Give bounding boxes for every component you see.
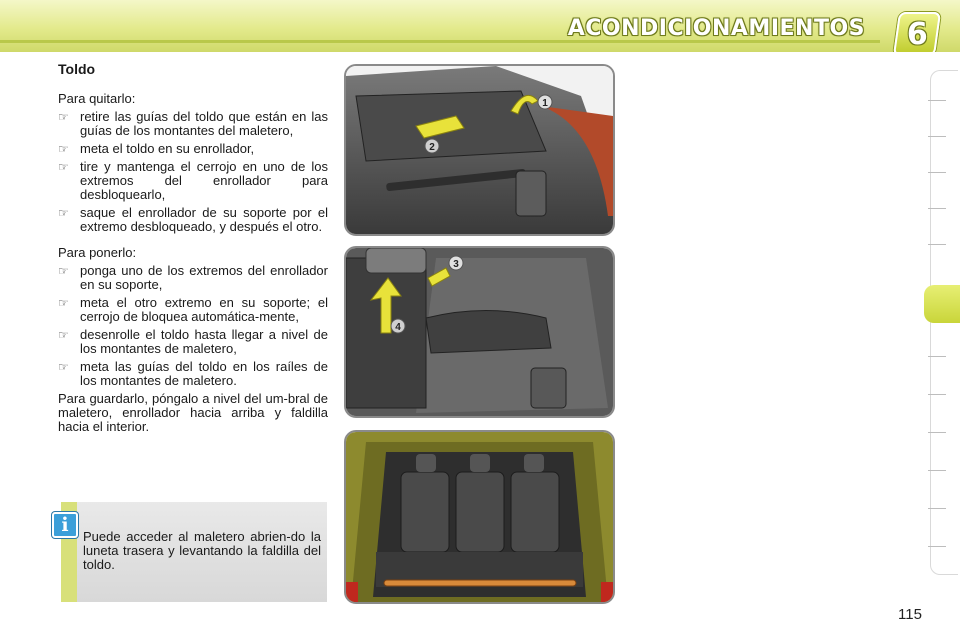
tab-divider — [928, 208, 946, 209]
install-intro: Para ponerlo: — [58, 245, 137, 260]
pointing-hand-icon: ☞ — [58, 360, 69, 374]
pointing-hand-icon: ☞ — [58, 264, 69, 278]
remove-step-text: meta el toldo en su enrollador, — [80, 141, 255, 156]
remove-step — [58, 110, 328, 138]
callout-number: 4 — [395, 322, 401, 333]
text-column — [58, 58, 328, 434]
pointing-hand-icon: ☞ — [58, 296, 69, 310]
tab-divider — [928, 172, 946, 173]
remove-step-text: saque el enrollador de su soporte por el extremo desbloqueado, y después el otro. — [80, 205, 328, 234]
trunk-remove-drawing — [346, 66, 613, 234]
install-step-text: meta las guías del toldo en los raíles de los montantes de maletero. — [80, 359, 328, 388]
install-step-text: ponga uno de los extremos del enrollador en su soporte, — [80, 263, 328, 292]
info-icon: i — [52, 512, 78, 538]
remove-steps-list — [58, 110, 328, 234]
install-steps-list — [58, 264, 328, 388]
install-step-text: meta el otro extremo en su soporte; el cerrojo de bloquea automática-mente, — [80, 295, 328, 324]
illustration-remove-cover — [344, 64, 615, 236]
install-step — [58, 328, 328, 356]
install-step — [58, 264, 328, 292]
callout-number: 2 — [429, 142, 435, 153]
tab-divider — [928, 100, 946, 101]
callout-number: 3 — [453, 259, 459, 270]
active-chapter-tab[interactable] — [924, 285, 960, 323]
section-title: Toldo — [58, 61, 96, 77]
tab-divider — [928, 508, 946, 509]
tab-divider — [928, 244, 946, 245]
pointing-hand-icon: ☞ — [58, 110, 69, 124]
chapter-title: ACONDICIONAMIENTOS — [567, 16, 865, 41]
chapter-header — [0, 0, 960, 52]
callout-number: 1 — [542, 98, 548, 109]
tab-divider — [928, 136, 946, 137]
pointing-hand-icon: ☞ — [58, 328, 69, 342]
pointing-hand-icon: ☞ — [58, 206, 69, 220]
remove-step-text: retire las guías del toldo que están en las guías de los montantes del maletero, — [80, 109, 328, 138]
trunk-install-drawing — [346, 248, 613, 416]
tab-divider — [928, 356, 946, 357]
pointing-hand-icon: ☞ — [58, 160, 69, 174]
illustration-trunk-rear — [344, 430, 615, 604]
trunk-rear-drawing — [346, 432, 613, 602]
chapter-number: 6 — [906, 16, 928, 52]
tab-divider — [928, 394, 946, 395]
tab-divider — [928, 546, 946, 547]
remove-intro: Para quitarlo: — [58, 91, 136, 106]
remove-step — [58, 142, 328, 156]
tab-divider — [928, 470, 946, 471]
remove-step — [58, 160, 328, 202]
remove-step — [58, 206, 328, 234]
page-number: 115 — [898, 606, 922, 623]
pointing-hand-icon: ☞ — [58, 142, 69, 156]
info-text: Puede acceder al maletero abrien-do la luneta trasera y levantando la faldilla del toldo. — [83, 529, 321, 572]
remove-step-text: tire y mantenga el cerrojo en uno de los extremos del enrollador para desbloquearlo, — [80, 159, 328, 202]
closing-paragraph: Para guardarlo, póngalo a nivel del um-bral de maletero, enrollador hacia arriba y faldilla hacia el interior. — [58, 391, 328, 434]
chapter-number-badge — [893, 12, 941, 52]
tab-divider — [928, 432, 946, 433]
install-step-text: desenrolle el toldo hasta llegar a nivel de los montantes de maletero, — [80, 327, 328, 356]
illustration-install-cover — [344, 246, 615, 418]
install-step — [58, 296, 328, 324]
install-step — [58, 360, 328, 388]
